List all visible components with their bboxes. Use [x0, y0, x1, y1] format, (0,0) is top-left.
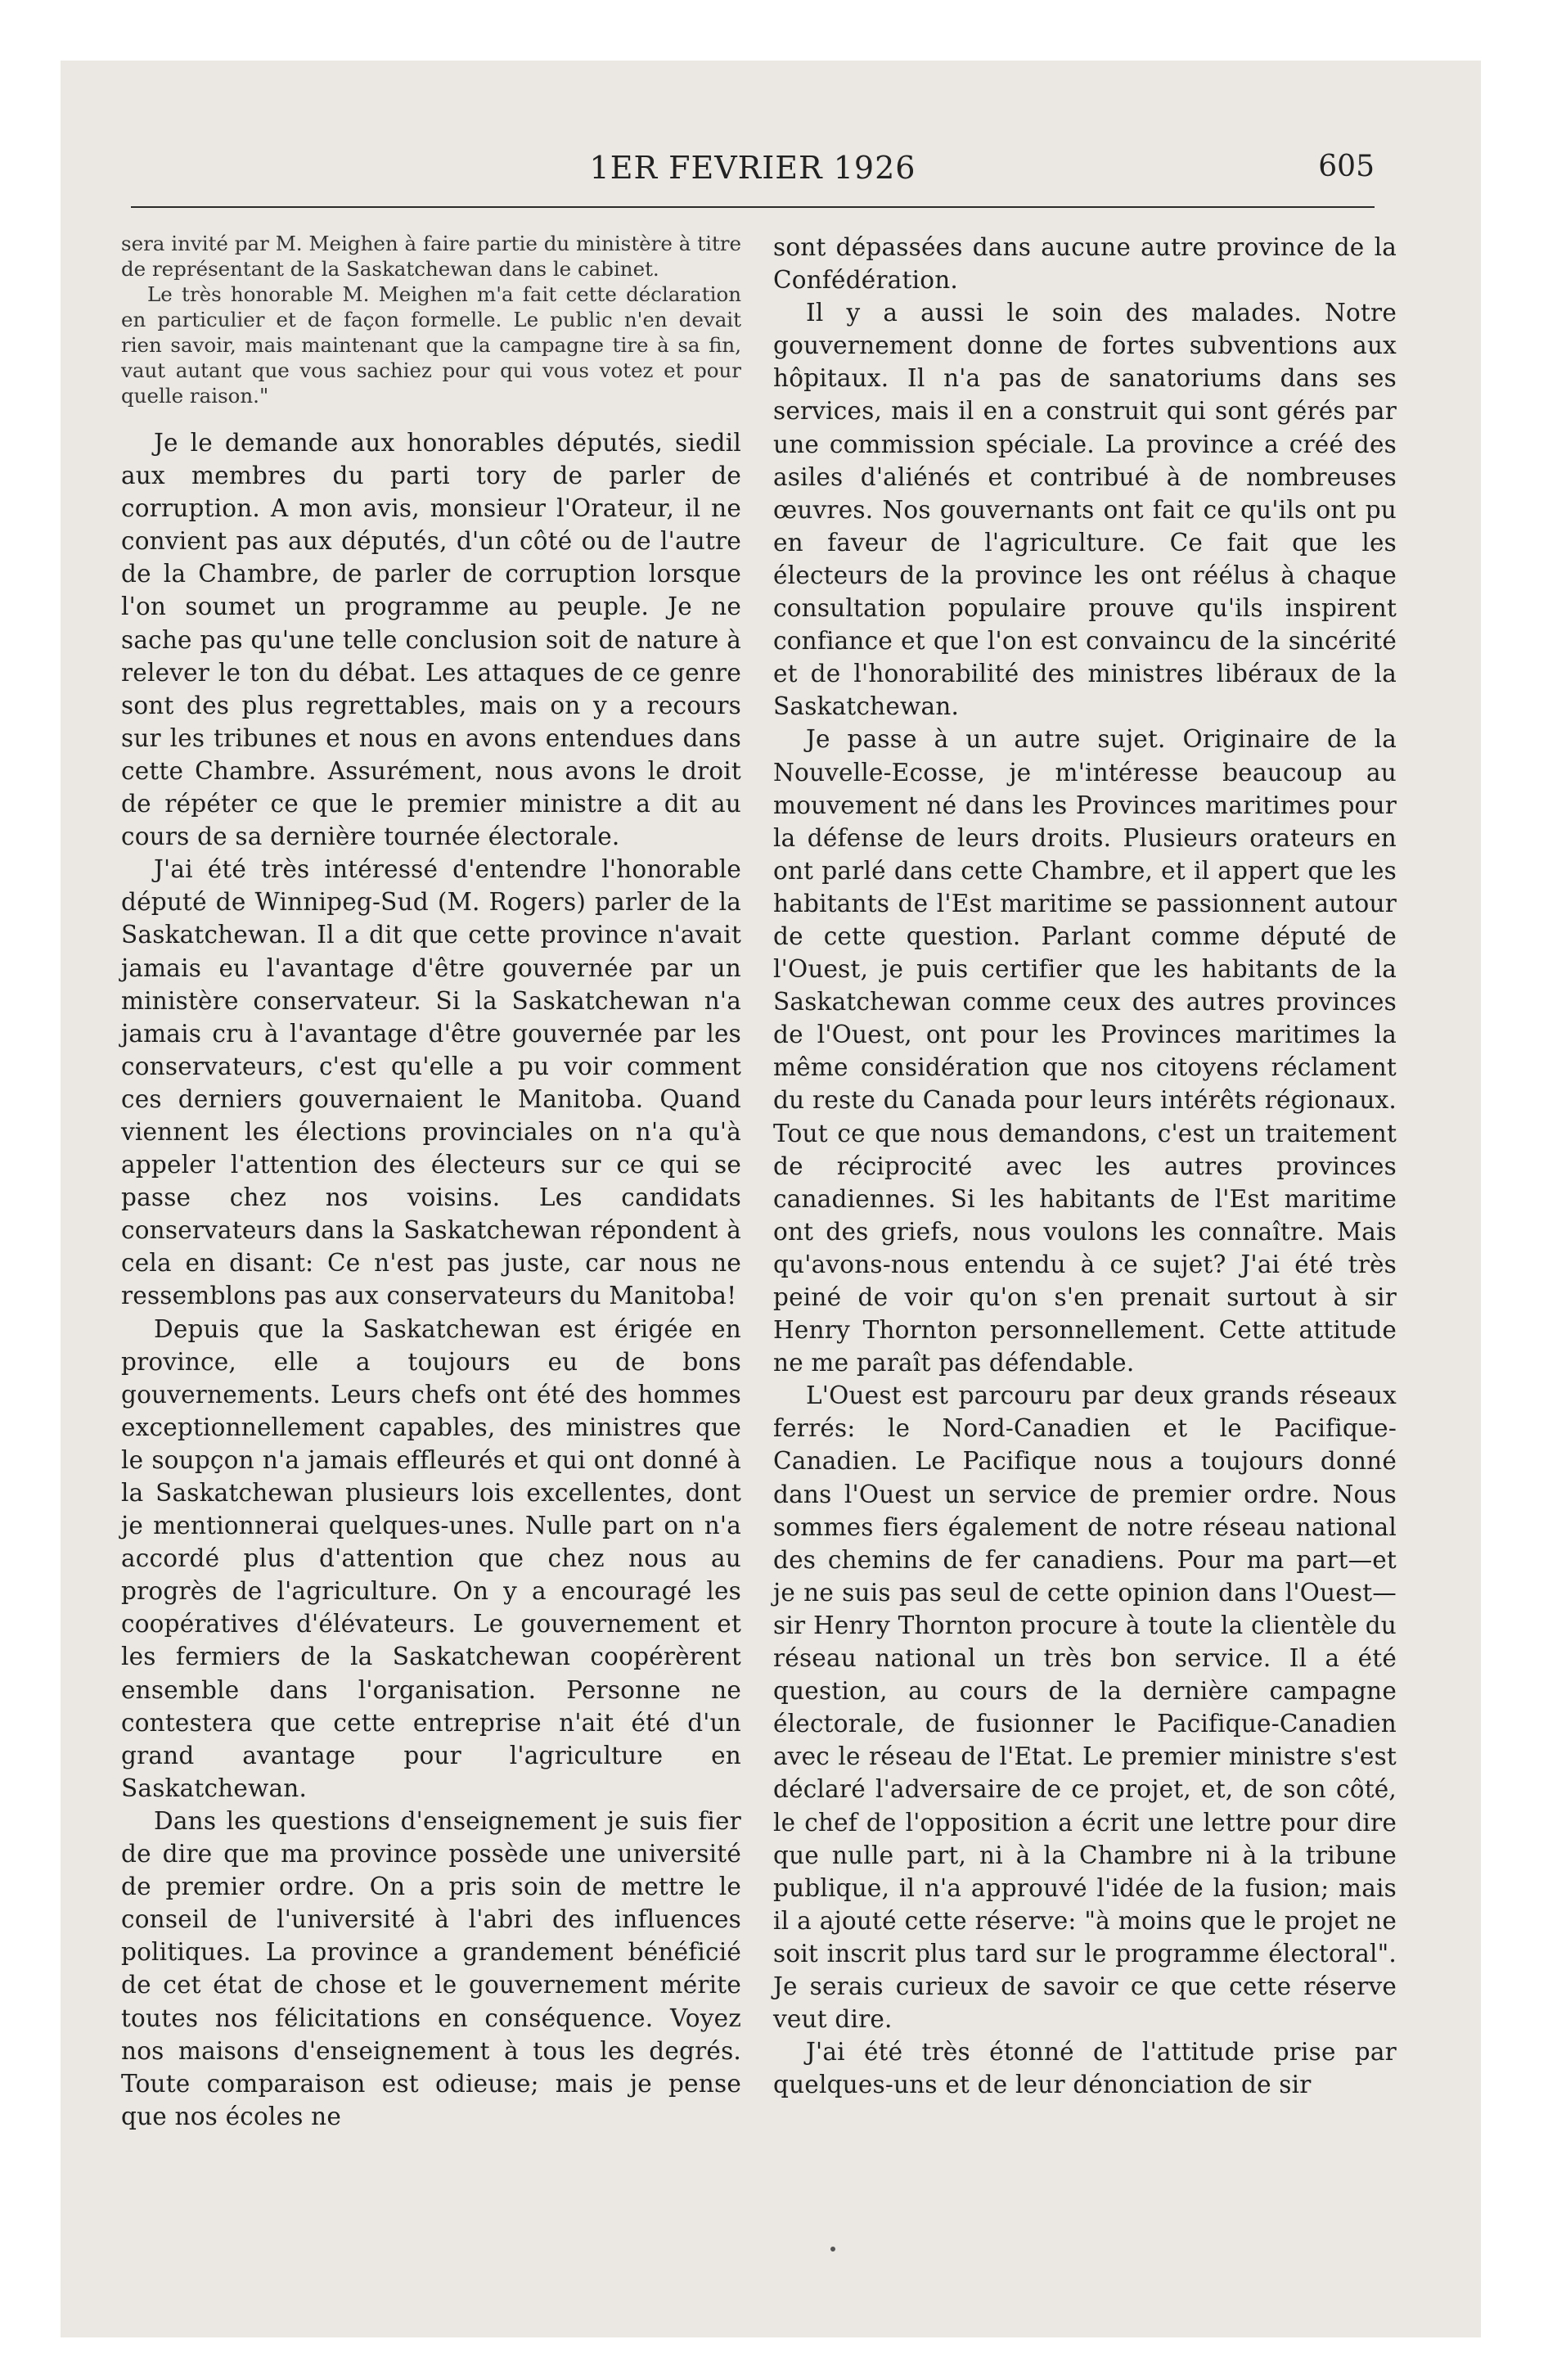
page-header — [131, 150, 1375, 191]
body-paragraph: J'ai été très étonné de l'attitude prise par quelques-uns et de leur dénonciation de sir — [773, 2038, 1397, 2099]
body-paragraph: Dans les questions d'enseignement je suis fier de dire que ma province possède une université de premier ordre. On a pris soin de mettre le conseil de l'université à l'abri des influences politiques. La province a grandement bénéficié de cet état de chose et le gouvernement mérite toutes nos félicitations en conséquence. Voyez nos maisons d'enseignement à tous les degrés. Toute comparaison est odieuse; mais je pense que nos écoles ne — [121, 1806, 741, 2130]
body-paragraph: Depuis que la Saskatchewan est érigée en province, elle a toujours eu de bons gouvernements. Leurs chefs ont été des hommes exceptionnellement capables, des ministres que le soupçon n'a jamais effleurés et qui ont donné à la Saskatchewan plusieurs lois excellentes, dont je mentionnerai quelques-unes. Nulle part on n'a accordé plus d'attention que chez nous au progrès de l'agriculture. On y a encouragé les coopératives d'élévateurs. Le gouvernement et les fermiers de la Saskatchewan coopérèrent ensemble dans l'organisation. Personne ne contestera que cette entreprise n'ait été d'un grand avantage pour l'agriculture en Saskatchewan. — [121, 1314, 741, 1802]
body-paragraph: L'Ouest est parcouru par deux grands réseaux ferrés: le Nord-Canadien et le Pacifique-Canadien. Le Pacifique nous a toujours donné dans l'Ouest un service de premier ordre. Nous sommes fiers également de notre réseau national des chemins de fer canadiens. Pour ma part—et je ne suis pas seul de cette opinion dans l'Ouest—sir Henry Thornton procure à toute la clientèle du réseau national un très bon service. Il a été question, au cours de la dernière campagne électorale, de fusionner le Pacifique-Canadien avec le réseau de l'Etat. Le premier ministre s'est déclaré l'adversaire de ce projet, et, de son côté, le chef de l'opposition a écrit une lettre pour dire que nulle part, ni à la Chambre ni à la tribune publique, il n'a approuvé l'idée de la fusion; mais il a ajouté cette réserve: "à moins que le projet ne soit inscrit plus tard sur le programme électoral". Je serais curieux de savoir ce que cette réserve veut dire. — [773, 1382, 1397, 2034]
body-paragraph: Je passe à un autre sujet. Originaire de la Nouvelle-Ecosse, je m'intéresse beaucoup au mouvement né dans les Provinces maritimes pour la défense de leurs droits. Plusieurs orateurs en ont parlé dans cette Chambre, et il appert que les habitants de l'Est maritime se passionnent autour de cette question. Parlant comme député de l'Ouest, je puis certifier que les habitants de la Saskatchewan comme ceux des autres provinces de l'Ouest, ont pour les Provinces maritimes la même considération que nos citoyens réclament du reste du Canada pour leurs intérêts régionaux. Tout ce que nous demandons, c'est un traitement de réciprocité avec les autres provinces canadiennes. Si les habitants de l'Est maritime ont des griefs, nous voulons les connaître. Mais qu'avons-nous entendu à ce sujet? J'ai été très peiné de voir qu'on s'en prenait surtout à sir Henry Thornton personnellement. Cette attitude ne me paraît pas défendable. — [773, 725, 1397, 1377]
quote-paragraph: sera invité par M. Meighen à faire partie du ministère à titre de représentant de la Saskatchewan dans le cabinet. — [121, 232, 741, 281]
header-rule — [131, 206, 1375, 208]
quote-paragraph: Le très honorable M. Meighen m'a fait cette déclaration en particulier et de façon formelle. Le public n'en devait rien savoir, mais maintenant que la campagne tire à sa fin, vaut autant que vous sachiez pour qui vous votez et pour quelle raison." — [121, 282, 741, 408]
page-number: 605 — [1318, 150, 1375, 183]
body-paragraph: sont dépassées dans aucune autre province de la Confédération. — [773, 233, 1397, 295]
right-column — [773, 231, 1397, 2101]
body-paragraph: J'ai été très intéressé d'entendre l'honorable député de Winnipeg-Sud (M. Rogers) parler de la Saskatchewan. Il a dit que cette province n'avait jamais eu l'avantage d'être gouvernée par un ministère conservateur. Si la Saskatchewan n'a jamais cru à l'avantage d'être gouvernée par les conservateurs, c'est qu'elle a pu voir comment ces derniers gouvernaient le Manitoba. Quand viennent les élections provinciales on n'a qu'à appeler l'attention des électeurs sur ce qui se passe chez nos voisins. Les candidats conservateurs dans la Saskatchewan répondent à cela en disant: Ce n'est pas juste, car nous ne ressemblons pas aux conservateurs du Manitoba! — [121, 855, 741, 1310]
body-paragraph: Je le demande aux honorables députés, siedil aux membres du parti tory de parler de corruption. A mon avis, monsieur l'Orateur, il ne convient pas aux députés, d'un côté ou de l'autre de la Chambre, de parler de corruption lorsque l'on soumet un programme au peuple. Je ne sache pas qu'une telle conclusion soit de nature à relever le ton du débat. Les attaques de ce genre sont des plus regrettables, mais on y a recours sur les tribunes et nous en avons entendues dans cette Chambre. Assurément, nous avons le droit de répéter ce que le premier ministre a dit au cours de sa dernière tournée électorale. — [121, 429, 741, 851]
left-column — [121, 231, 741, 2133]
ink-speck — [830, 2247, 835, 2252]
body-paragraph: Il y a aussi le soin des malades. Notre gouvernement donne de fortes subventions aux hôpitaux. Il n'a pas de sanatoriums dans ses services, mais il en a construit qui sont gérés par une commission spéciale. La province a créé des asiles d'aliénés et contribué à de nombreuses œuvres. Nos gouvernants ont fait ce qu'ils ont pu en faveur de l'agriculture. Ce fait que les électeurs de la province les ont réélus à chaque consultation populaire prouve qu'ils inspirent confiance et que l'on est convaincu de la sincérité et de l'honorabilité des ministres libéraux de la Saskatchewan. — [773, 299, 1397, 721]
quote-spacer — [121, 408, 741, 426]
page-date-title: 1ER FEVRIER 1926 — [589, 150, 916, 186]
